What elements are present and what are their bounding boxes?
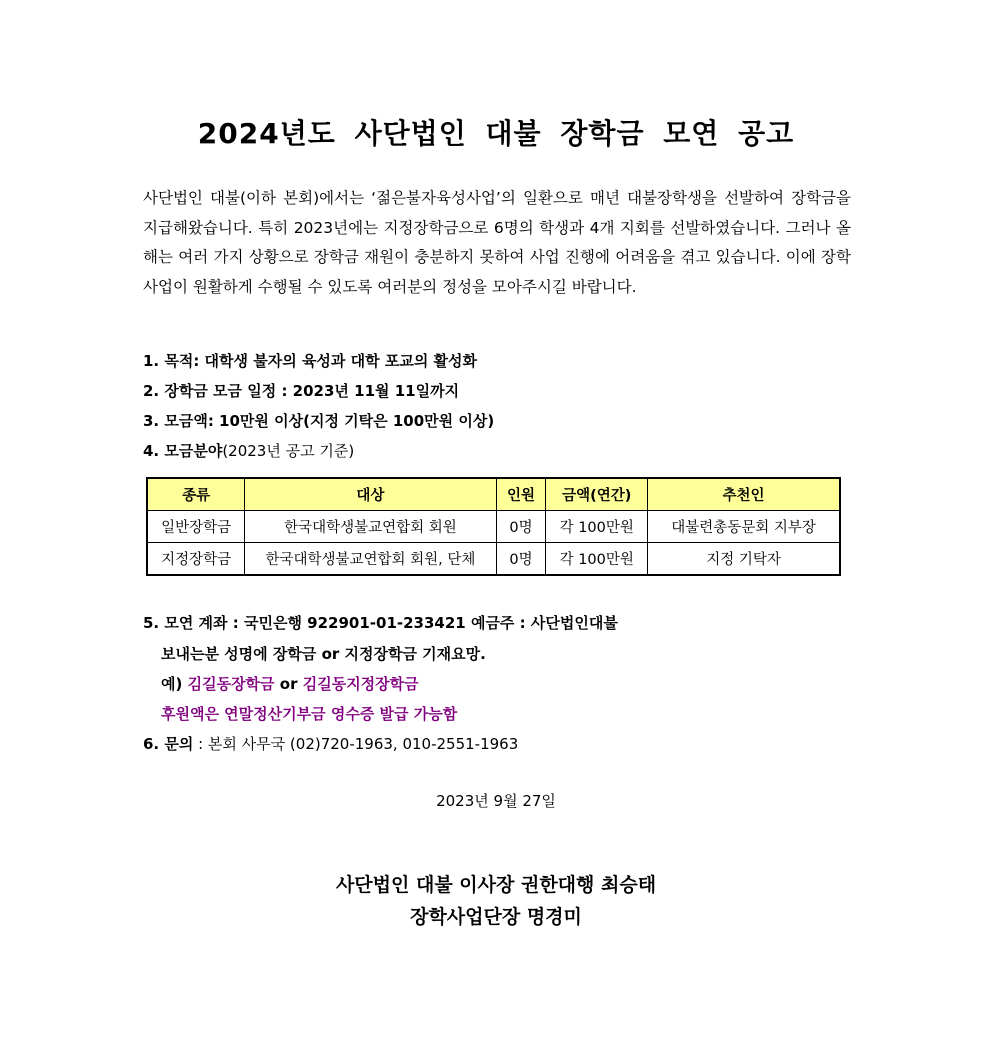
cell-count: 0명 [496, 543, 546, 576]
cell-amount: 각 100만원 [546, 543, 648, 576]
item-schedule: 2. 장학금 모금 일정 : 2023년 11월 11일까지 [143, 382, 460, 400]
example-a: 김길동장학금 [187, 675, 275, 693]
cell-target: 한국대학생불교연합회 회원 [245, 511, 496, 543]
cell-count: 0명 [496, 511, 546, 543]
table-row [147, 543, 840, 576]
item-account: 5. 모연 계좌 : 국민은행 922901-01-233421 예금주 : 사단법인대불 [143, 614, 618, 632]
cell-type: 일반장학금 [147, 511, 245, 543]
header-type: 종류 [147, 478, 245, 511]
header-count: 인원 [496, 478, 546, 511]
example-prefix: 예) [161, 675, 183, 693]
signature-line-2: 장학사업단장 명경미 [410, 906, 582, 928]
fund-field-label: 4. 모금분야 [143, 442, 223, 460]
header-amount: 금액(연간) [546, 478, 648, 511]
page-title: 2024년도 사단법인 대불 장학금 모연 공고 [197, 117, 795, 150]
cell-recommender: 지정 기탁자 [648, 543, 840, 576]
cell-target: 한국대학생불교연합회 회원, 단체 [245, 543, 496, 576]
fund-field-note: (2023년 공고 기준) [222, 442, 355, 460]
signature-line-1: 사단법인 대불 이사장 권한대행 최승태 [335, 874, 657, 896]
item-contact [143, 733, 518, 754]
receipt-note: 후원액은 연말정산기부금 영수증 발급 가능함 [161, 705, 458, 723]
cell-amount: 각 100만원 [546, 511, 648, 543]
intro-paragraph: 사단법인 대불(이하 본회)에서는 ‘젊은불자육성사업’의 일환으로 매년 대불장학생을 선발하여 장학금을 지급해왔습니다. 특히 2023년에는 지정장학금으로 6명의 학생과 4개 지회를 선발하였습니다. 그러나 올해는 여러 가지 상황으로 장학금 재원이 충분하지 못하여 사업 진행에 어려움을 겪고 있습니다. 이에 장학사업이 원활하게 수행될 수 있도록 여러분의 정성을 모아주시길 바랍니다. [143, 189, 851, 296]
item-purpose: 1. 목적: 대학생 불자의 육성과 대학 포교의 활성화 [143, 352, 478, 370]
contact-value: : 본회 사무국 (02)720-1963, 010-2551-1963 [193, 735, 519, 753]
header-target: 대상 [245, 478, 496, 511]
contact-label: 6. 문의 [143, 735, 194, 753]
fund-table [146, 477, 841, 576]
example-b: 김길동지정장학금 [302, 675, 419, 693]
cell-recommender: 대불련총동문회 지부장 [648, 511, 840, 543]
example-or: or [279, 675, 298, 693]
item-fund-field [143, 440, 354, 461]
table-row [147, 511, 840, 543]
item-amount: 3. 모금액: 10만원 이상(지정 기탁은 100만원 이상) [143, 412, 495, 430]
header-recommender: 추천인 [648, 478, 840, 511]
notice-date: 2023년 9월 27일 [436, 792, 556, 810]
cell-type: 지정장학금 [147, 543, 245, 576]
sender-note: 보내는분 성명에 장학금 or 지정장학금 기재요망. [161, 645, 486, 663]
table-header-row [147, 478, 840, 511]
example-line [161, 673, 419, 694]
